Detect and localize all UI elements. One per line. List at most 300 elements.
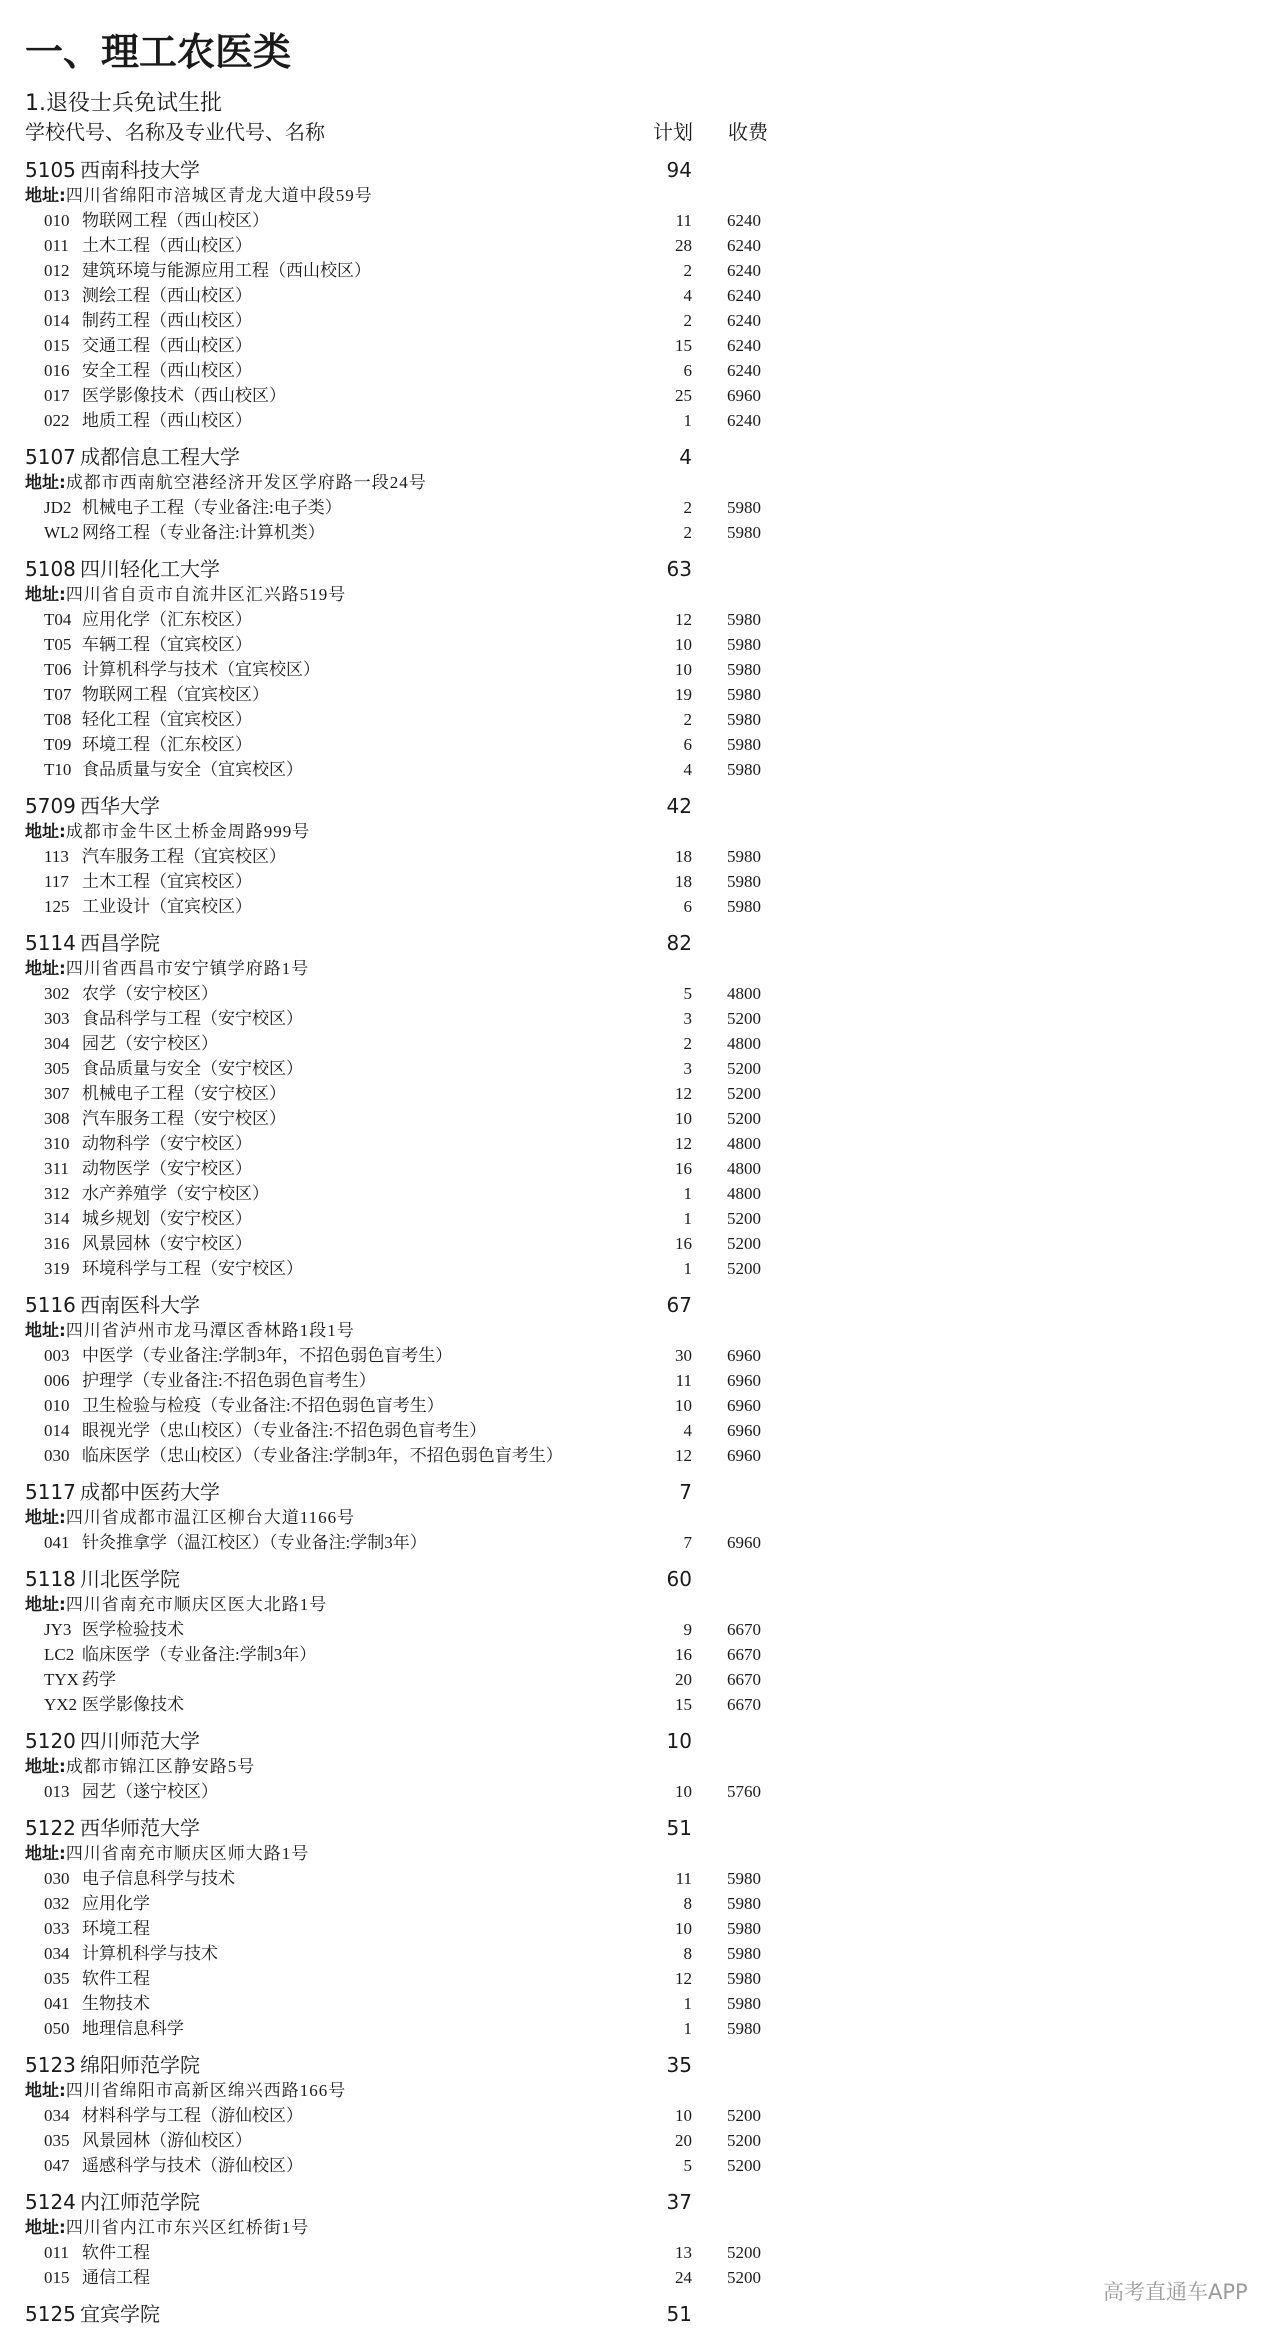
major-name: 网络工程（专业备注:计算机类） xyxy=(82,523,325,542)
major-row xyxy=(0,757,800,782)
major-name: 土木工程（宜宾校区） xyxy=(82,872,252,891)
school-block xyxy=(0,1480,800,1555)
column-plan-label: 计划 xyxy=(653,120,693,144)
school-address xyxy=(0,2078,800,2103)
major-plan: 10 xyxy=(675,1782,692,1801)
major-name: 食品科学与工程（安宁校区） xyxy=(82,1009,303,1028)
address-text: 四川省绵阳市高新区绵兴西路166号 xyxy=(65,2081,347,2100)
major-plan: 1 xyxy=(683,1994,692,2013)
school-total-plan: 67 xyxy=(666,1293,692,1317)
major-name: 土木工程（西山校区） xyxy=(82,236,252,255)
major-fee: 5980 xyxy=(727,710,761,729)
major-code: 308 xyxy=(44,1109,70,1128)
school-total-plan: 82 xyxy=(666,931,692,955)
major-code: YX2 xyxy=(44,1695,78,1714)
major-name: 水产养殖学（安宁校区） xyxy=(82,1184,269,1203)
major-fee: 6670 xyxy=(727,1645,761,1664)
major-row xyxy=(0,2016,800,2041)
major-plan: 5 xyxy=(683,984,692,1003)
school-code: 5114 xyxy=(25,931,76,955)
major-name: 医学检验技术 xyxy=(82,1620,184,1639)
school-name: 西南科技大学 xyxy=(80,158,200,182)
major-plan: 13 xyxy=(675,2243,692,2262)
major-name: 风景园林（安宁校区） xyxy=(82,1234,252,1253)
major-code: 050 xyxy=(44,2019,70,2038)
school-name: 西华大学 xyxy=(80,794,160,818)
major-row xyxy=(0,2128,800,2153)
address-label: 地址: xyxy=(25,959,66,979)
major-code: 316 xyxy=(44,1234,70,1253)
major-row xyxy=(0,1941,800,1966)
major-row xyxy=(0,1131,800,1156)
major-row xyxy=(0,283,800,308)
address-label: 地址: xyxy=(25,186,66,206)
address-text: 成都市西南航空港经济开发区学府路一段24号 xyxy=(65,473,427,492)
school-address xyxy=(0,1841,800,1866)
major-plan: 1 xyxy=(683,1209,692,1228)
major-row xyxy=(0,1642,800,1667)
major-code: 014 xyxy=(44,1421,70,1440)
major-plan: 10 xyxy=(675,1396,692,1415)
major-fee: 6960 xyxy=(727,386,761,405)
major-plan: 7 xyxy=(683,1533,692,1552)
major-code: T08 xyxy=(44,710,72,729)
school-header xyxy=(0,557,800,582)
major-fee: 4800 xyxy=(727,1134,761,1153)
major-name: 城乡规划（安宁校区） xyxy=(82,1209,252,1228)
major-fee: 5980 xyxy=(727,760,761,779)
column-header xyxy=(25,119,785,145)
school-header xyxy=(0,1816,800,1841)
page-title: 一、理工农医类 xyxy=(25,30,292,74)
major-row xyxy=(0,1006,800,1031)
major-code: 113 xyxy=(44,847,69,866)
major-plan: 4 xyxy=(683,760,692,779)
school-total-plan: 7 xyxy=(679,1480,692,1504)
major-row xyxy=(0,233,800,258)
school-block xyxy=(0,2190,800,2290)
major-plan: 12 xyxy=(675,610,692,629)
major-fee: 5980 xyxy=(727,1969,761,1988)
school-name: 绵阳师范学院 xyxy=(80,2053,200,2077)
major-row xyxy=(0,333,800,358)
major-plan: 2 xyxy=(683,710,692,729)
school-block xyxy=(0,557,800,782)
school-block xyxy=(0,1293,800,1468)
major-name: 地质工程（西山校区） xyxy=(82,411,252,430)
school-name: 成都中医药大学 xyxy=(80,1480,220,1504)
major-name: 农学（安宁校区） xyxy=(82,984,218,1003)
major-fee: 5200 xyxy=(727,1084,761,1103)
address-text: 四川省绵阳市涪城区青龙大道中段59号 xyxy=(65,186,373,205)
major-fee: 6960 xyxy=(727,1533,761,1552)
major-code: 307 xyxy=(44,1084,70,1103)
major-code: 041 xyxy=(44,1533,70,1552)
column-fee-label: 收费 xyxy=(728,120,768,144)
major-name: 动物医学（安宁校区） xyxy=(82,1159,252,1178)
major-plan: 25 xyxy=(675,386,692,405)
major-plan: 2 xyxy=(683,311,692,330)
school-code: 5105 xyxy=(25,158,76,182)
major-name: 卫生检验与检疫（专业备注:不招色弱色盲考生） xyxy=(82,1396,444,1415)
address-text: 四川省自贡市自流井区汇兴路519号 xyxy=(65,585,347,604)
major-name: 车辆工程（宜宾校区） xyxy=(82,635,252,654)
major-row xyxy=(0,2103,800,2128)
major-code: 117 xyxy=(44,872,69,891)
major-plan: 8 xyxy=(683,1894,692,1913)
major-fee: 6960 xyxy=(727,1396,761,1415)
major-code: T07 xyxy=(44,685,72,704)
major-row xyxy=(0,1256,800,1281)
major-fee: 4800 xyxy=(727,1184,761,1203)
major-plan: 10 xyxy=(675,1919,692,1938)
major-code: 003 xyxy=(44,1346,70,1365)
major-fee: 5980 xyxy=(727,1869,761,1888)
major-row xyxy=(0,1966,800,1991)
major-plan: 20 xyxy=(675,2131,692,2150)
major-code: 013 xyxy=(44,286,70,305)
major-plan: 3 xyxy=(683,1009,692,1028)
major-code: T04 xyxy=(44,610,72,629)
major-name: 眼视光学（忠山校区）（专业备注:不招色弱色盲考生） xyxy=(82,1421,487,1440)
app-watermark: 高考直通车APP xyxy=(1103,2280,1248,2304)
address-label: 地址: xyxy=(25,1321,66,1341)
school-code: 5122 xyxy=(25,1816,76,1840)
major-code: 047 xyxy=(44,2156,70,2175)
school-name: 西昌学院 xyxy=(80,931,160,955)
major-fee: 6670 xyxy=(727,1620,761,1639)
major-code: 312 xyxy=(44,1184,70,1203)
major-code: 030 xyxy=(44,1869,70,1888)
major-fee: 5980 xyxy=(727,523,761,542)
major-name: 应用化学 xyxy=(82,1894,150,1913)
major-plan: 16 xyxy=(675,1159,692,1178)
school-block xyxy=(0,1567,800,1717)
school-code: 5120 xyxy=(25,1729,76,1753)
major-name: 风景园林（游仙校区） xyxy=(82,2131,252,2150)
address-label: 地址: xyxy=(25,1595,66,1615)
major-code: WL2 xyxy=(44,523,79,542)
major-plan: 6 xyxy=(683,361,692,380)
major-fee: 5200 xyxy=(727,2131,761,2150)
major-fee: 5980 xyxy=(727,1944,761,1963)
major-plan: 10 xyxy=(675,2106,692,2125)
major-row xyxy=(0,495,800,520)
address-text: 四川省南充市顺庆区医大北路1号 xyxy=(65,1595,328,1614)
major-name: 测绘工程（西山校区） xyxy=(82,286,252,305)
major-row xyxy=(0,1530,800,1555)
major-fee: 5200 xyxy=(727,1009,761,1028)
major-row xyxy=(0,1891,800,1916)
school-code: 5116 xyxy=(25,1293,76,1317)
major-code: 305 xyxy=(44,1059,70,1078)
major-fee: 6240 xyxy=(727,286,761,305)
major-name: 临床医学（忠山校区）（专业备注:学制3年，不招色弱色盲考生） xyxy=(82,1446,563,1465)
major-name: 机械电子工程（安宁校区） xyxy=(82,1084,286,1103)
address-label: 地址: xyxy=(25,2218,66,2238)
major-plan: 2 xyxy=(683,1034,692,1053)
major-code: 011 xyxy=(44,236,69,255)
major-code: 022 xyxy=(44,411,70,430)
major-row xyxy=(0,1991,800,2016)
major-plan: 15 xyxy=(675,1695,692,1714)
major-row xyxy=(0,981,800,1006)
major-row xyxy=(0,869,800,894)
address-label: 地址: xyxy=(25,2081,66,2101)
major-code: LC2 xyxy=(44,1645,75,1664)
major-name: 建筑环境与能源应用工程（西山校区） xyxy=(82,261,371,280)
major-plan: 16 xyxy=(675,1645,692,1664)
school-address xyxy=(0,2215,800,2240)
address-label: 地址: xyxy=(25,1508,66,1528)
major-code: 017 xyxy=(44,386,70,405)
school-address xyxy=(0,956,800,981)
major-plan: 12 xyxy=(675,1084,692,1103)
major-name: 护理学（专业备注:不招色弱色盲考生） xyxy=(82,1371,376,1390)
major-fee: 6240 xyxy=(727,311,761,330)
major-row xyxy=(0,632,800,657)
school-name: 四川轻化工大学 xyxy=(80,557,220,581)
major-code: T09 xyxy=(44,735,72,754)
major-plan: 12 xyxy=(675,1446,692,1465)
major-plan: 6 xyxy=(683,897,692,916)
major-name: 遥感科学与技术（游仙校区） xyxy=(82,2156,303,2175)
school-block xyxy=(0,2053,800,2178)
major-plan: 12 xyxy=(675,1134,692,1153)
major-name: 物联网工程（西山校区） xyxy=(82,211,269,230)
major-code: 010 xyxy=(44,211,70,230)
school-total-plan: 35 xyxy=(666,2053,692,2077)
major-code: 314 xyxy=(44,1209,70,1228)
major-fee: 6240 xyxy=(727,236,761,255)
major-name: 汽车服务工程（宜宾校区） xyxy=(82,847,286,866)
address-text: 四川省成都市温江区柳台大道1166号 xyxy=(65,1508,356,1527)
school-header xyxy=(0,1480,800,1505)
school-block xyxy=(0,1729,800,1804)
school-total-plan: 51 xyxy=(666,2302,692,2326)
major-code: 311 xyxy=(44,1159,69,1178)
major-code: 033 xyxy=(44,1919,70,1938)
school-header xyxy=(0,2302,800,2327)
major-row xyxy=(0,1617,800,1642)
major-name: 食品质量与安全（宜宾校区） xyxy=(82,760,303,779)
school-code: 5107 xyxy=(25,445,76,469)
major-fee: 5980 xyxy=(727,735,761,754)
school-address xyxy=(0,183,800,208)
major-fee: 5980 xyxy=(727,2019,761,2038)
major-row xyxy=(0,1418,800,1443)
major-row xyxy=(0,1692,800,1717)
major-fee: 5980 xyxy=(727,610,761,629)
major-row xyxy=(0,1916,800,1941)
school-code: 5108 xyxy=(25,557,76,581)
major-name: 计算机科学与技术（宜宾校区） xyxy=(82,660,320,679)
major-row xyxy=(0,1181,800,1206)
major-fee: 5980 xyxy=(727,1894,761,1913)
major-code: 035 xyxy=(44,2131,70,2150)
school-address xyxy=(0,1505,800,1530)
major-fee: 6240 xyxy=(727,361,761,380)
major-fee: 5980 xyxy=(727,1994,761,2013)
school-total-plan: 4 xyxy=(679,445,692,469)
major-fee: 4800 xyxy=(727,1034,761,1053)
major-name: 制药工程（西山校区） xyxy=(82,311,252,330)
major-fee: 5980 xyxy=(727,847,761,866)
major-code: 013 xyxy=(44,1782,70,1801)
address-text: 四川省泸州市龙马潭区香林路1段1号 xyxy=(65,1321,355,1340)
major-row xyxy=(0,1056,800,1081)
major-code: 034 xyxy=(44,1944,70,1963)
major-name: 软件工程 xyxy=(82,2243,150,2262)
school-address xyxy=(0,819,800,844)
major-name: 通信工程 xyxy=(82,2268,150,2287)
major-code: 041 xyxy=(44,1994,70,2013)
major-code: 015 xyxy=(44,336,70,355)
major-plan: 12 xyxy=(675,1969,692,1988)
address-label: 地址: xyxy=(25,1757,66,1777)
major-row xyxy=(0,1156,800,1181)
major-fee: 5980 xyxy=(727,897,761,916)
school-block xyxy=(0,931,800,1281)
school-header xyxy=(0,794,800,819)
major-row xyxy=(0,2240,800,2265)
major-code: 032 xyxy=(44,1894,70,1913)
major-fee: 4800 xyxy=(727,1159,761,1178)
address-text: 成都市金牛区土桥金周路999号 xyxy=(65,822,311,841)
major-plan: 4 xyxy=(683,286,692,305)
major-plan: 2 xyxy=(683,523,692,542)
major-name: 轻化工程（宜宾校区） xyxy=(82,710,252,729)
school-code: 5125 xyxy=(25,2302,76,2326)
major-plan: 10 xyxy=(675,1109,692,1128)
major-row xyxy=(0,383,800,408)
address-text: 四川省内江市东兴区红桥街1号 xyxy=(65,2218,310,2237)
school-total-plan: 51 xyxy=(666,1816,692,1840)
school-header xyxy=(0,445,800,470)
major-name: 工业设计（宜宾校区） xyxy=(82,897,252,916)
major-name: 环境工程 xyxy=(82,1919,150,1938)
major-plan: 1 xyxy=(683,1184,692,1203)
major-name: 电子信息科学与技术 xyxy=(82,1869,235,1888)
school-name: 西华师范大学 xyxy=(80,1816,200,1840)
major-fee: 6670 xyxy=(727,1670,761,1689)
major-fee: 5980 xyxy=(727,498,761,517)
major-code: 319 xyxy=(44,1259,70,1278)
school-total-plan: 60 xyxy=(666,1567,692,1591)
major-code: 125 xyxy=(44,897,70,916)
major-plan: 2 xyxy=(683,261,692,280)
major-plan: 24 xyxy=(675,2268,692,2287)
major-code: T06 xyxy=(44,660,72,679)
school-code: 5117 xyxy=(25,1480,76,1504)
major-code: 302 xyxy=(44,984,70,1003)
major-fee: 5980 xyxy=(727,1919,761,1938)
major-plan: 1 xyxy=(683,411,692,430)
major-fee: 5200 xyxy=(727,2268,761,2287)
school-block xyxy=(0,794,800,919)
major-name: 医学影像技术（西山校区） xyxy=(82,386,286,405)
major-row xyxy=(0,1667,800,1692)
school-address xyxy=(0,470,800,495)
major-plan: 4 xyxy=(683,1421,692,1440)
school-header xyxy=(0,158,800,183)
major-fee: 5980 xyxy=(727,635,761,654)
major-fee: 5980 xyxy=(727,872,761,891)
major-code: T05 xyxy=(44,635,72,654)
major-name: 汽车服务工程（安宁校区） xyxy=(82,1109,286,1128)
major-fee: 6960 xyxy=(727,1371,761,1390)
school-header xyxy=(0,931,800,956)
school-address xyxy=(0,1592,800,1617)
major-name: 应用化学（汇东校区） xyxy=(82,610,252,629)
school-code: 5709 xyxy=(25,794,76,818)
major-fee: 5200 xyxy=(727,1109,761,1128)
major-plan: 1 xyxy=(683,1259,692,1278)
major-plan: 18 xyxy=(675,872,692,891)
major-fee: 6960 xyxy=(727,1346,761,1365)
major-code: 310 xyxy=(44,1134,70,1153)
major-row xyxy=(0,1206,800,1231)
major-name: 针灸推拿学（温江校区）（专业备注:学制3年） xyxy=(82,1533,427,1552)
major-row xyxy=(0,408,800,433)
major-row xyxy=(0,1031,800,1056)
major-fee: 5200 xyxy=(727,1209,761,1228)
major-fee: 6240 xyxy=(727,211,761,230)
major-plan: 8 xyxy=(683,1944,692,1963)
school-address xyxy=(0,1754,800,1779)
major-row xyxy=(0,1866,800,1891)
major-name: 园艺（遂宁校区） xyxy=(82,1782,218,1801)
major-fee: 6960 xyxy=(727,1421,761,1440)
major-name: 环境工程（汇东校区） xyxy=(82,735,252,754)
major-fee: 6240 xyxy=(727,411,761,430)
school-name: 内江师范学院 xyxy=(80,2190,200,2214)
major-name: 交通工程（西山校区） xyxy=(82,336,252,355)
major-fee: 5200 xyxy=(727,2243,761,2262)
school-total-plan: 94 xyxy=(666,158,692,182)
major-plan: 1 xyxy=(683,2019,692,2038)
school-header xyxy=(0,1567,800,1592)
major-name: 园艺（安宁校区） xyxy=(82,1034,218,1053)
major-name: 环境科学与工程（安宁校区） xyxy=(82,1259,303,1278)
school-block xyxy=(0,1816,800,2041)
major-plan: 10 xyxy=(675,660,692,679)
major-name: 安全工程（西山校区） xyxy=(82,361,252,380)
school-total-plan: 37 xyxy=(666,2190,692,2214)
major-plan: 10 xyxy=(675,635,692,654)
major-row xyxy=(0,208,800,233)
major-plan: 2 xyxy=(683,498,692,517)
major-plan: 16 xyxy=(675,1234,692,1253)
major-name: 临床医学（专业备注:学制3年） xyxy=(82,1645,317,1664)
major-row xyxy=(0,358,800,383)
major-name: 材料科学与工程（游仙校区） xyxy=(82,2106,303,2125)
major-name: 机械电子工程（专业备注:电子类） xyxy=(82,498,342,517)
major-plan: 3 xyxy=(683,1059,692,1078)
address-label: 地址: xyxy=(25,822,66,842)
major-row xyxy=(0,1081,800,1106)
major-plan: 28 xyxy=(675,236,692,255)
school-header xyxy=(0,1293,800,1318)
major-row xyxy=(0,1343,800,1368)
major-plan: 30 xyxy=(675,1346,692,1365)
major-code: 012 xyxy=(44,261,70,280)
school-address xyxy=(0,582,800,607)
school-code: 5123 xyxy=(25,2053,76,2077)
school-header xyxy=(0,2053,800,2078)
school-code: 5118 xyxy=(25,1567,76,1591)
major-fee: 4800 xyxy=(727,984,761,1003)
